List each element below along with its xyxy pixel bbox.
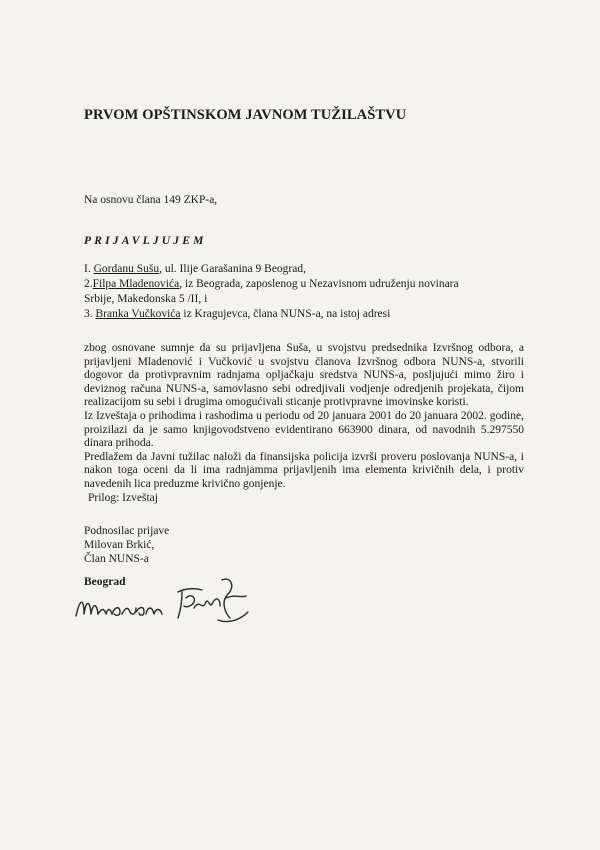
accused-item: I. Gordanu Sušu, ul. Ilije Garašanina 9 Beograd, — [84, 263, 306, 275]
document-title: PRVOM OPŠTINSKOM JAVNOM TUŽILAŠTVU — [84, 107, 407, 123]
signer-role: Podnosilac prijave — [84, 525, 170, 537]
accused-item-continued: Srbije, Makedonska 5 /II, i — [84, 293, 208, 305]
handwritten-signature — [70, 568, 290, 634]
accused-list — [84, 262, 524, 322]
accused-name: Branka Vučkovića — [95, 308, 181, 320]
report-heading: PRIJAVLJUJEM — [84, 235, 207, 247]
signer-name: Milovan Brkić, — [84, 539, 155, 551]
report-body — [84, 342, 524, 505]
body-paragraph: Predlažem da Javni tužilac naloži da finansijska policija izvrši proveru poslovanja NUNS-a, i nakon toga oceni da li ima radnjamma prijavljenih ima elementa krivičnih dela, i protiv navedenih lica preduzme krivično gonjenje. — [84, 450, 524, 490]
accused-item: 2.Filpa Mladenovića, iz Beograda, zaposlenog u Nezavisnom udruženju novinara — [84, 278, 459, 290]
attachment-line: Prilog: Izveštaj — [88, 491, 158, 504]
body-paragraph: Iz Izveštaja o prihodima i rashodima u periodu od 20 januara 2001 do 20 januara 2002. godine, proizilazi da je samo knjigovodstveno evidentirano 663900 dinara, od navodnih 5.297550 dinara prihoda. — [84, 409, 524, 450]
signer-membership: Član NUNS-a — [84, 553, 149, 565]
accused-name: Filpa Mladenovića — [92, 278, 180, 290]
legal-basis-line: Na osnovu člana 149 ZKP-a, — [84, 194, 218, 206]
place-label: Beograd — [84, 576, 126, 588]
body-paragraph: zbog osnovane sumnje da su prijavljena Suša, u svojstvu predsednika Izvršnog odbora, a prijavljeni Mladenović i Vučković u svojstvu članova Izvršnog odbora NUNS-a, stvorili dogovor da protivpravnim radnjama opljačkaju sredstva NUNS-a, posljujući mimo žiro i deviznog računa NUNS-a, samovlasno sebi odredjivali vodjenje odredjenih projekata, čijom realizacijom su sebi i drugima omogućivali sticanje protivpravne imovinske koristi. — [84, 342, 524, 409]
signature-block — [84, 524, 169, 566]
accused-name: Gordanu Sušu — [93, 263, 160, 275]
accused-item: 3. Branka Vučkovića iz Kragujevca, člana NUNS-a, na istoj adresi — [84, 308, 391, 320]
